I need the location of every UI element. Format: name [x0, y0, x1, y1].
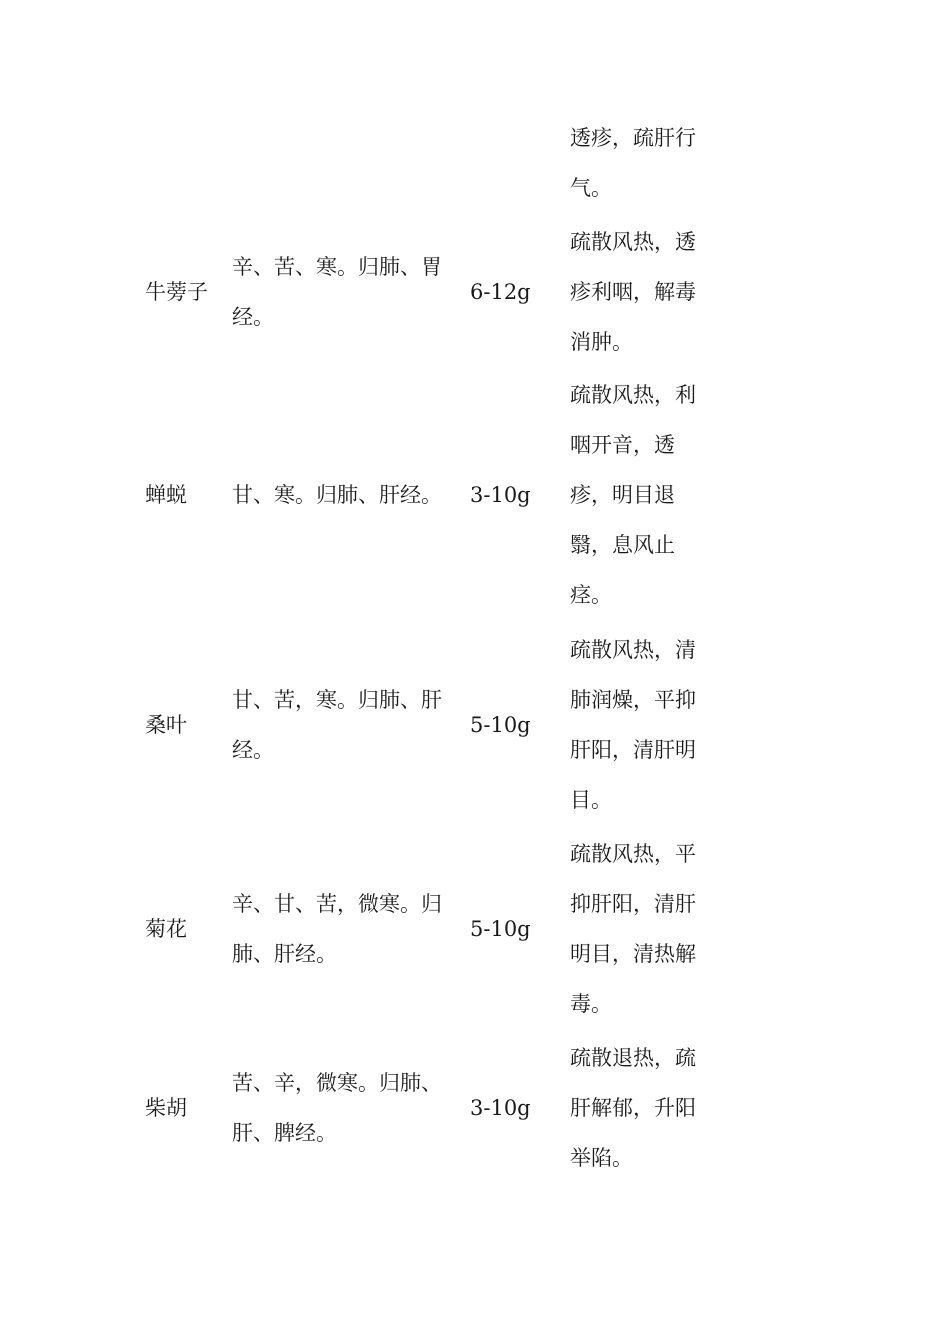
- herb-name-cell: 桑叶: [145, 713, 187, 737]
- dosage-cell: 6-12g: [470, 280, 531, 304]
- table-row: [0, 217, 950, 367]
- dosage-cell: 5-10g: [470, 713, 531, 737]
- dosage-cell: 3-10g: [470, 1096, 531, 1120]
- property-cell: 甘、苦，寒。归肺、肝经。: [232, 688, 442, 762]
- function-cell: 疏散风热，透疹利咽，解毒消肿。: [570, 230, 696, 354]
- dosage-cell: 5-10g: [470, 917, 531, 941]
- table-row: [0, 829, 950, 1029]
- table-row: [0, 1033, 950, 1183]
- property-cell: 辛、甘、苦，微寒。归肺、肝经。: [232, 892, 442, 966]
- herb-name-cell: 牛蒡子: [145, 280, 208, 304]
- function-cell: 疏散退热，疏肝解郁，升阳举陷。: [570, 1046, 696, 1170]
- herb-name-cell: 柴胡: [145, 1096, 187, 1120]
- herb-name-cell: 菊花: [145, 917, 187, 941]
- table-row: [0, 370, 950, 620]
- function-cell: 疏散风热，利咽开音，透疹，明目退翳，息风止痉。: [570, 383, 696, 607]
- herb-name-cell: 蝉蜕: [145, 483, 187, 507]
- property-cell: 甘、寒。归肺、肝经。: [232, 483, 442, 507]
- property-cell: 辛、苦、寒。归肺、胃经。: [232, 255, 442, 329]
- function-cell: 透疹，疏肝行气。: [570, 126, 696, 200]
- dosage-cell: 3-10g: [470, 483, 531, 507]
- table-row: [0, 625, 950, 825]
- function-cell: 疏散风热，清肺润燥，平抑肝阳，清肝明目。: [570, 638, 696, 812]
- table-row: [0, 113, 950, 213]
- function-cell: 疏散风热，平抑肝阳，清肝明目，清热解毒。: [570, 842, 696, 1016]
- property-cell: 苦、辛，微寒。归肺、肝、脾经。: [232, 1071, 442, 1145]
